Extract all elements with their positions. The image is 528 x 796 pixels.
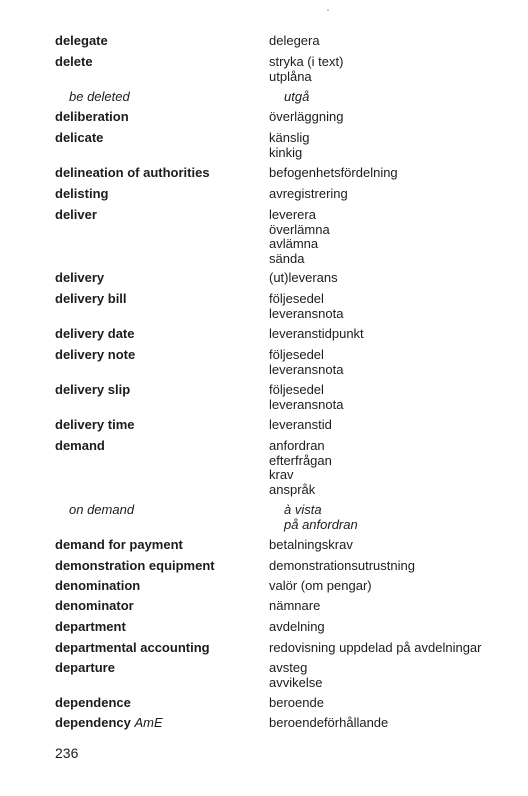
entry-term xyxy=(55,166,210,181)
translation: leverera xyxy=(269,207,316,222)
translation: (ut)leverans xyxy=(269,270,338,285)
translation-list xyxy=(269,579,372,594)
translation: känslig xyxy=(269,130,310,145)
term-text: delivery xyxy=(55,270,105,285)
translation: leveranstid xyxy=(269,417,332,432)
translation: avsteg xyxy=(269,660,308,675)
term-text: delivery date xyxy=(55,326,135,341)
term-text: deliberation xyxy=(55,109,129,124)
translation-list xyxy=(269,187,348,202)
term-text: delineation of authorities xyxy=(55,165,210,180)
translation-list xyxy=(269,348,343,377)
translation: överläggning xyxy=(269,109,344,124)
translation-list xyxy=(269,383,343,412)
translation: anspråk xyxy=(269,481,316,497)
entry-term xyxy=(55,599,134,614)
page-number: 236 xyxy=(55,745,79,761)
term-text: department xyxy=(55,619,126,634)
translation-list xyxy=(269,439,332,497)
entry-term xyxy=(55,327,135,342)
translation-list xyxy=(269,716,388,731)
term-text: delivery slip xyxy=(55,382,131,397)
term-text: denominator xyxy=(55,598,134,613)
translation-list xyxy=(269,55,343,84)
entry-term xyxy=(55,187,108,202)
translation-list xyxy=(284,503,358,532)
entry-term xyxy=(55,559,215,574)
translation: avvikelse xyxy=(269,674,323,690)
translation-list xyxy=(269,418,332,433)
subentry-term xyxy=(69,90,130,105)
translation-list xyxy=(284,90,309,105)
translation: följesedel xyxy=(269,291,324,306)
term-text: delete xyxy=(55,54,93,69)
translation-list xyxy=(269,599,320,614)
term-text: delisting xyxy=(55,186,109,201)
translation: efterfrågan xyxy=(269,452,332,468)
translation-list xyxy=(269,559,415,574)
translation: leveranstidpunkt xyxy=(269,326,364,341)
translation-list xyxy=(269,620,325,635)
translation: avregistrering xyxy=(269,186,348,201)
term-text: dependency xyxy=(55,715,131,730)
entry-term xyxy=(55,34,108,49)
translation: beroende xyxy=(269,695,324,710)
subentry-term xyxy=(69,503,134,518)
entry-term xyxy=(55,439,105,454)
translation: betalningskrav xyxy=(269,537,353,552)
term-text: demand xyxy=(55,438,105,453)
paper-speck xyxy=(327,9,329,11)
entry-term xyxy=(55,620,126,635)
translation: leveransnota xyxy=(269,305,344,321)
entry-term xyxy=(55,131,103,146)
translation-list xyxy=(269,696,324,711)
translation: på anfordran xyxy=(284,516,358,532)
translation-list xyxy=(269,538,353,553)
translation: anfordran xyxy=(269,438,325,453)
translation: delegera xyxy=(269,33,320,48)
entry-term xyxy=(55,538,183,553)
term-text: on demand xyxy=(69,502,135,517)
translation: utplåna xyxy=(269,68,312,84)
translation-list xyxy=(269,327,364,342)
translation: sända xyxy=(269,250,305,266)
translation: nämnare xyxy=(269,598,321,613)
translation-list xyxy=(269,131,309,160)
translation: stryka (i text) xyxy=(269,54,344,69)
term-text: demand for payment xyxy=(55,537,183,552)
translation-list xyxy=(269,110,343,125)
translation: leveransnota xyxy=(269,361,344,377)
translation: utgå xyxy=(284,89,310,104)
usage-note: AmE xyxy=(134,715,163,730)
translation-list xyxy=(269,34,320,49)
translation-list xyxy=(269,208,330,266)
entry-term xyxy=(55,292,127,307)
term-text: denomination xyxy=(55,578,141,593)
translation: följesedel xyxy=(269,347,324,362)
translation: följesedel xyxy=(269,382,324,397)
translation: kinkig xyxy=(269,144,303,160)
translation: avlämna xyxy=(269,236,319,251)
term-text: delicate xyxy=(55,130,104,145)
entry-term xyxy=(55,418,135,433)
term-text: be deleted xyxy=(69,89,130,104)
translation: valör (om pengar) xyxy=(269,578,372,593)
entry-term xyxy=(55,55,93,70)
term-text: delivery bill xyxy=(55,291,127,306)
term-text: departure xyxy=(55,660,115,675)
term-text: delegate xyxy=(55,33,108,48)
translation-list xyxy=(269,641,482,656)
translation-list xyxy=(269,166,398,181)
entry-term xyxy=(55,348,135,363)
entry-term xyxy=(55,271,104,286)
entry-term xyxy=(55,641,210,656)
translation: befogenhetsfördelning xyxy=(269,165,398,180)
entry-term xyxy=(55,661,115,676)
translation-list xyxy=(269,292,343,321)
entry-term xyxy=(55,579,140,594)
translation: à vista xyxy=(284,502,322,517)
term-text: delivery time xyxy=(55,417,135,432)
translation: avdelning xyxy=(269,619,325,634)
term-text: demonstration equipment xyxy=(55,558,215,573)
translation: beroendeförhållande xyxy=(269,715,389,730)
entry-term xyxy=(55,716,163,731)
term-text: deliver xyxy=(55,207,97,222)
translation: redovisning uppdelad på avdelningar xyxy=(269,640,482,655)
translation: leveransnota xyxy=(269,396,344,412)
translation: demonstrationsutrustning xyxy=(269,558,415,573)
entry-term xyxy=(55,110,129,125)
term-text: departmental accounting xyxy=(55,640,210,655)
translation-list xyxy=(269,271,338,286)
translation: överlämna xyxy=(269,221,330,237)
translation-list xyxy=(269,661,322,690)
translation: krav xyxy=(269,467,294,482)
term-text: delivery note xyxy=(55,347,136,362)
entry-term xyxy=(55,208,97,223)
entry-term xyxy=(55,383,130,398)
entry-term xyxy=(55,696,131,711)
term-text: dependence xyxy=(55,695,131,710)
